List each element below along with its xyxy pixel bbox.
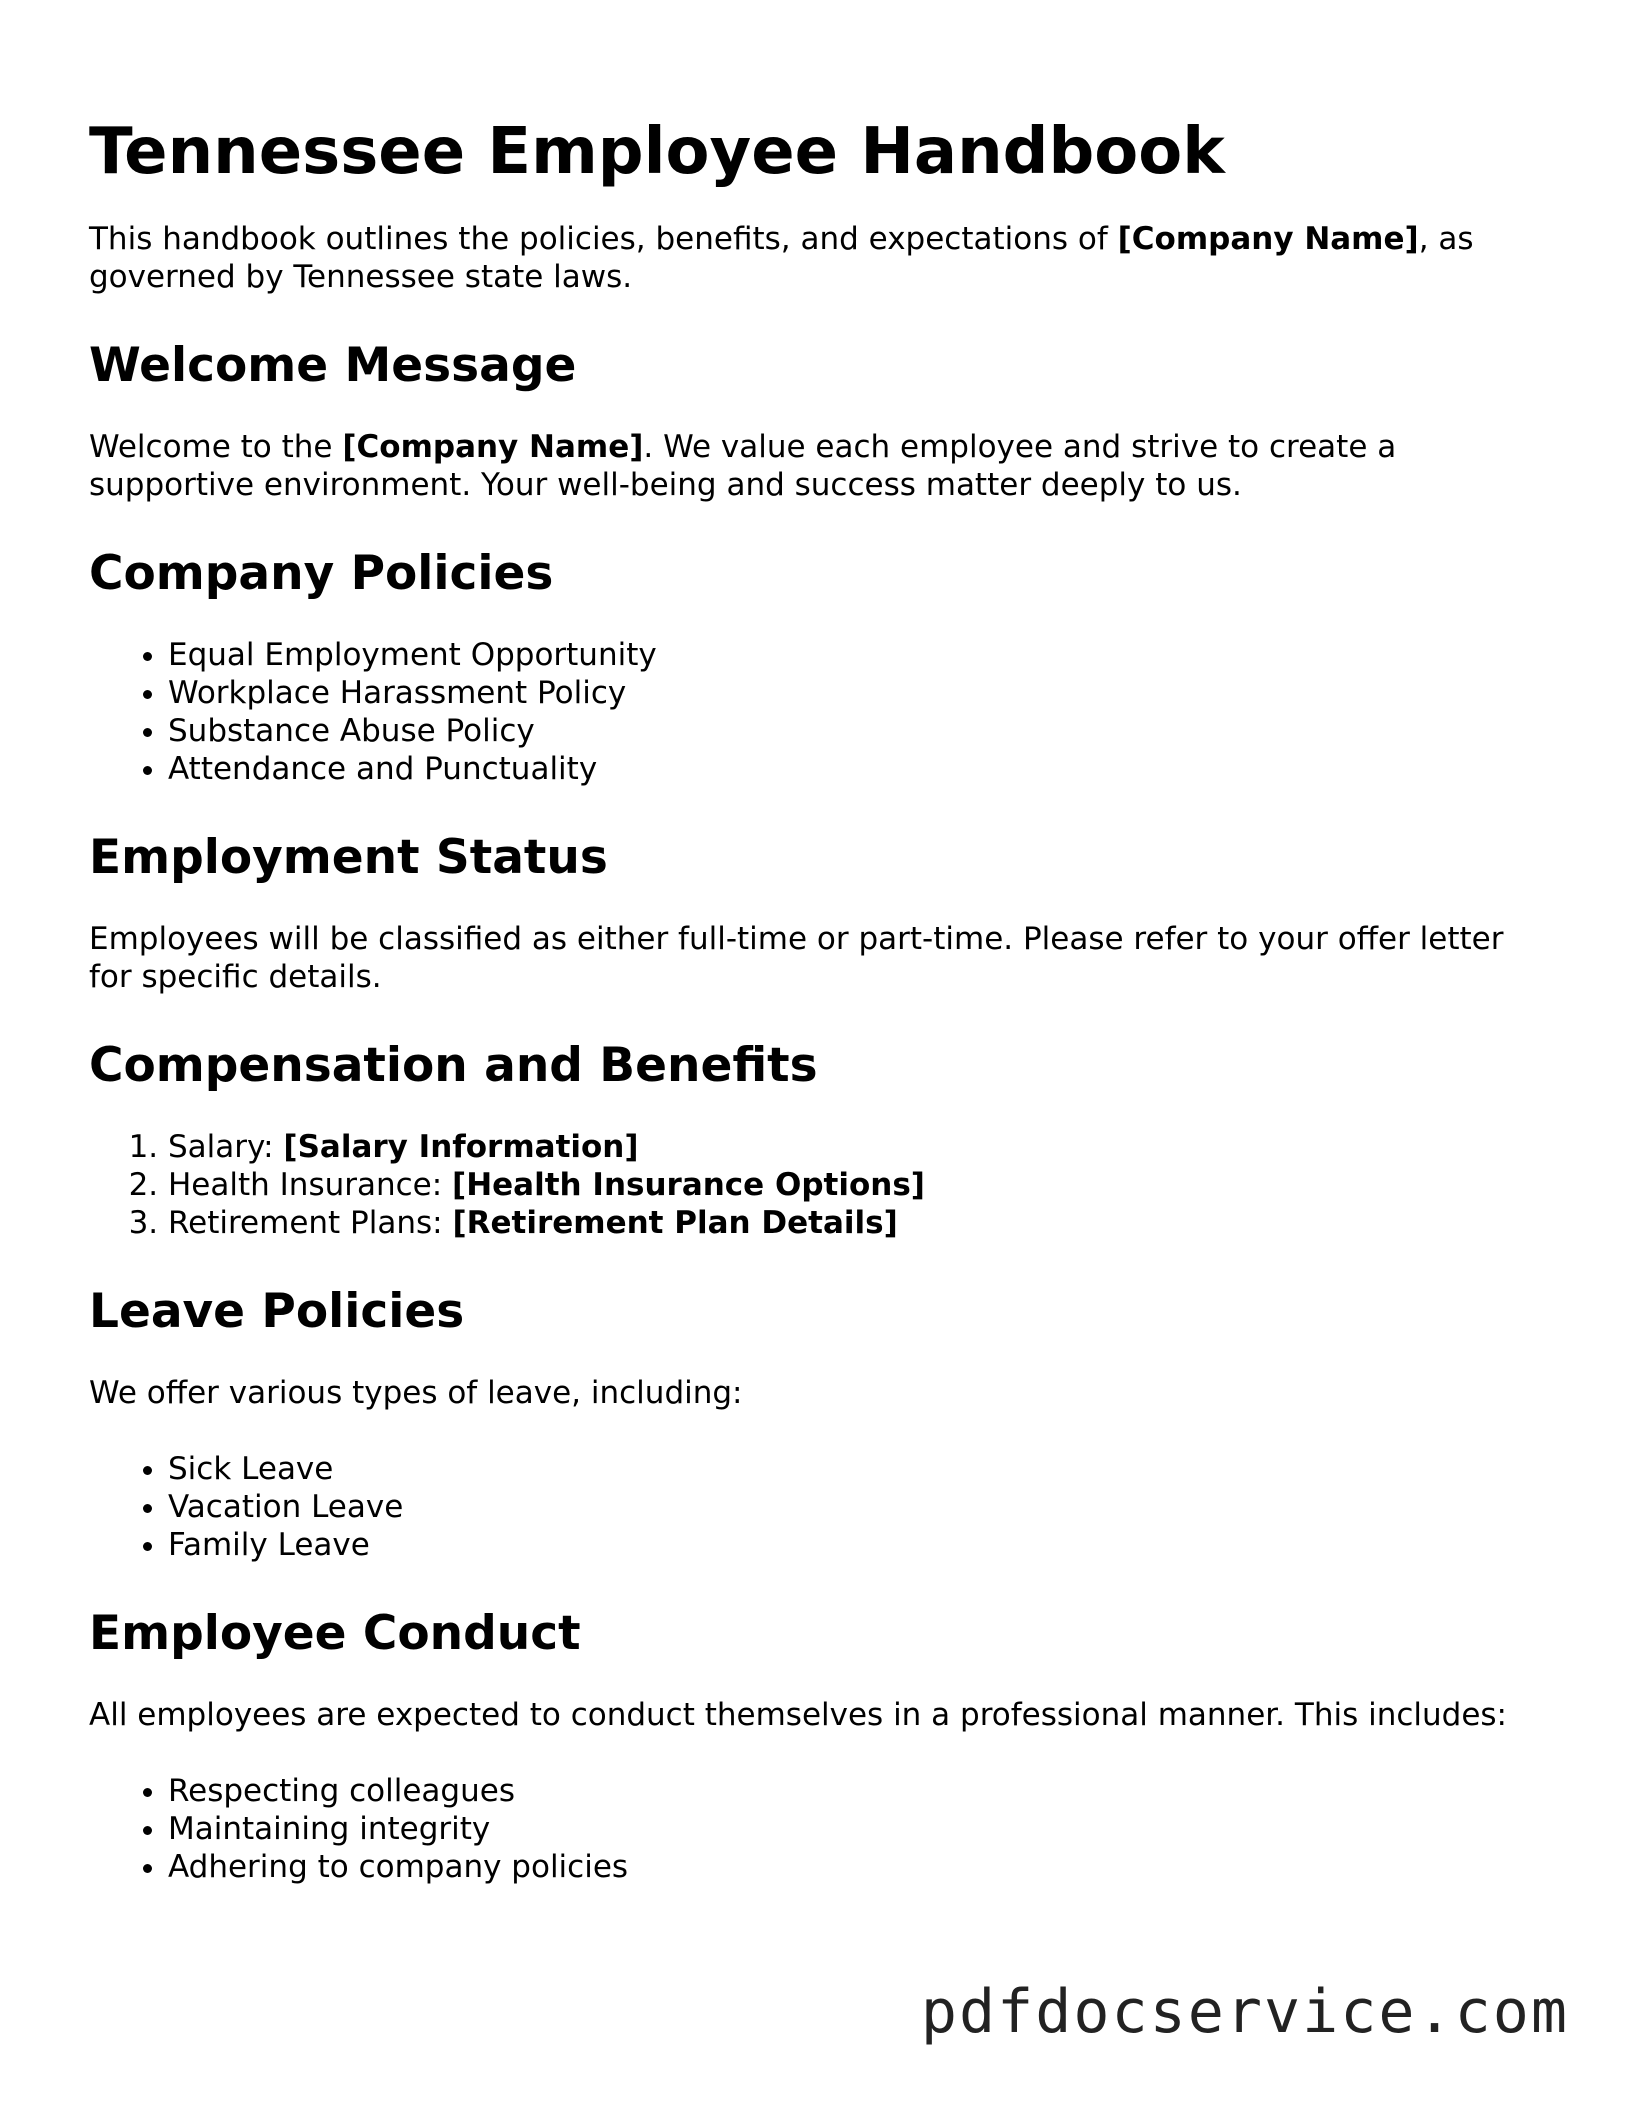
conduct-paragraph: All employees are expected to conduct themselves in a professional manner. This includes:: [89, 1697, 1507, 1733]
list-item: • Vacation Leave: [168, 1488, 1509, 1526]
list-item: • Attendance and Punctuality: [168, 750, 1509, 788]
status-paragraph: Employees will be classified as either full-time or part-time. Please refer to your offer letter for specific details.: [89, 921, 1504, 995]
compensation-heading: Compensation and Benefits: [89, 1038, 818, 1093]
leave-paragraph: We offer various types of leave, including:: [89, 1375, 743, 1411]
item-label: Health Insurance:: [168, 1167, 453, 1203]
welcome-text-before: Welcome to the: [89, 429, 343, 465]
intro-paragraph: [89, 220, 1509, 296]
list-item: [168, 1166, 1509, 1204]
intro-text-before: This handbook outlines the policies, benefits, and expectations of: [89, 221, 1118, 257]
intro-text-after: , as governed by Tennessee state laws.: [89, 221, 1474, 295]
list-item: [168, 1128, 1509, 1166]
list-item: • Substance Abuse Policy: [168, 712, 1509, 750]
welcome-heading: Welcome Message: [89, 338, 577, 393]
item-label: Retirement Plans:: [168, 1205, 453, 1241]
welcome-text-after: . We value each employee and strive to create a supportive environment. Your well-being and success matter deeply to us.: [89, 429, 1397, 503]
list-item: • Maintaining integrity: [168, 1810, 1509, 1848]
retirement-placeholder: [Retirement Plan Details]: [452, 1205, 898, 1241]
conduct-list: [89, 1772, 1509, 1886]
document-page: [89, 108, 1509, 1924]
status-heading: Employment Status: [89, 830, 608, 885]
company-name-placeholder: [Company Name]: [342, 429, 644, 465]
list-item: [168, 1204, 1509, 1242]
company-name-placeholder: [Company Name]: [1117, 221, 1419, 257]
page-title: Tennessee Employee Handbook: [89, 115, 1225, 189]
leave-heading: Leave Policies: [89, 1284, 465, 1339]
watermark: pdfdocservice.com: [920, 1977, 1569, 2047]
list-item: • Respecting colleagues: [168, 1772, 1509, 1810]
health-insurance-placeholder: [Health Insurance Options]: [452, 1167, 925, 1203]
list-item: • Adhering to company policies: [168, 1848, 1509, 1886]
compensation-list: [89, 1128, 1509, 1242]
list-item: • Family Leave: [168, 1526, 1509, 1564]
list-item: • Equal Employment Opportunity: [168, 636, 1509, 674]
list-item: • Workplace Harassment Policy: [168, 674, 1509, 712]
list-item: • Sick Leave: [168, 1450, 1509, 1488]
salary-placeholder: [Salary Information]: [283, 1129, 639, 1165]
policies-list: [89, 636, 1509, 788]
conduct-heading: Employee Conduct: [89, 1606, 581, 1661]
welcome-paragraph: [89, 428, 1509, 504]
policies-heading: Company Policies: [89, 546, 554, 601]
leave-list: [89, 1450, 1509, 1564]
item-label: Salary:: [168, 1129, 284, 1165]
